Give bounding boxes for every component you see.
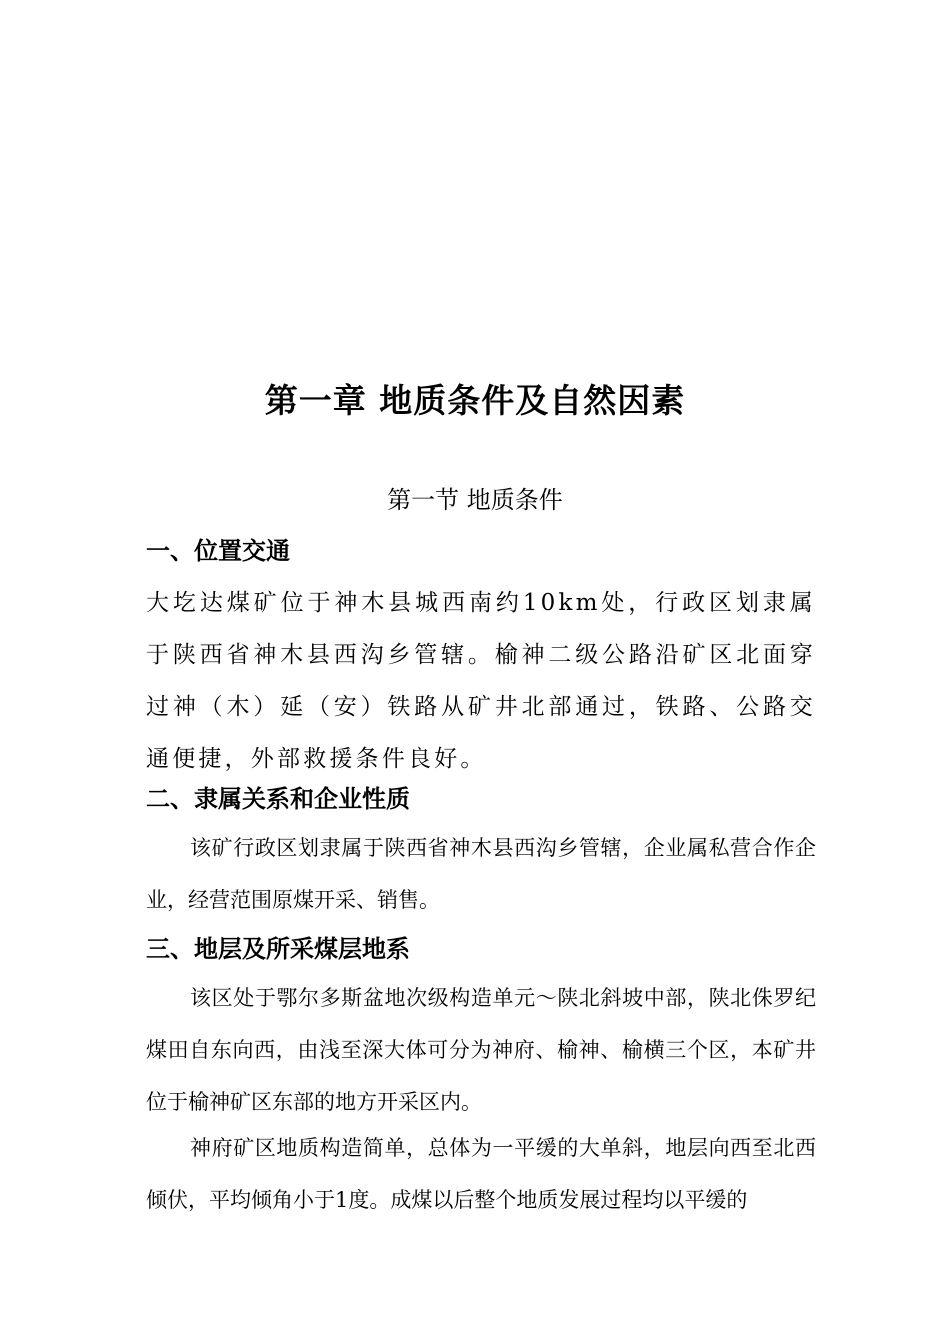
heading-affiliation-enterprise: 二、隶属关系和企业性质 — [146, 785, 410, 813]
section-title: 第一节 地质条件 — [387, 486, 563, 514]
heading-location-transport: 一、位置交通 — [146, 537, 290, 565]
paragraph-location-transport: 大圪达煤矿位于神木县城西南约10km处，行政区划隶属于陕西省神木县西沟乡管辖。榆神二级公路沿矿区北面穿过神（木）延（安）铁路从矿井北部通过，铁路、公路交通便捷，外部救援条件良好。 — [146, 590, 816, 772]
paragraph-strata-2: 神府矿区地质构造简单，总体为一平缓的大单斜，地层向西至北西倾伏，平均倾角小于1度。成煤以后整个地质发展过程均以平缓的 — [146, 1136, 816, 1212]
heading-strata-coal-seam: 三、地层及所采煤层地系 — [146, 935, 410, 963]
chapter-title: 第一章 地质条件及自然因素 — [264, 381, 686, 420]
paragraph-affiliation-enterprise: 该矿行政区划隶属于陕西省神木县西沟乡管辖，企业属私营合作企业，经营范围原煤开采、销售。 — [146, 836, 816, 912]
paragraph-strata-1: 该区处于鄂尔多斯盆地次级构造单元～陕北斜坡中部，陕北侏罗纪煤田自东向西，由浅至深大体可分为神府、榆神、榆横三个区，本矿井位于榆神矿区东部的地方开采区内。 — [146, 986, 816, 1114]
